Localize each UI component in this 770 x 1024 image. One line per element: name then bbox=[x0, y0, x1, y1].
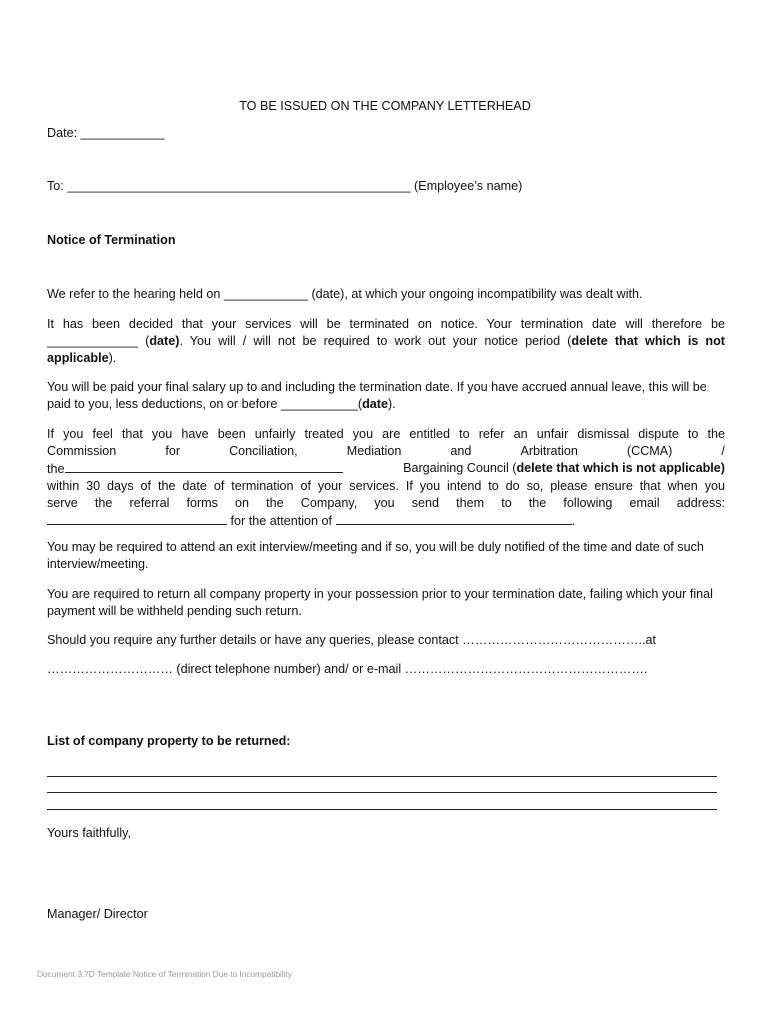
p4-line3-left bbox=[47, 460, 343, 478]
p4-line3 bbox=[47, 460, 725, 478]
bargaining-council-blank bbox=[65, 460, 343, 473]
paragraph-contact: Should you require any further details or have any queries, please contact ……………………………………..at bbox=[47, 633, 656, 647]
p4-bargaining-council: Bargaining Council ( bbox=[403, 461, 517, 475]
paragraph-unfair-dismissal bbox=[47, 426, 725, 530]
p3-text-c: ). bbox=[387, 397, 396, 411]
p4-line2-word: Arbitration bbox=[520, 444, 578, 458]
paragraph-termination-date bbox=[47, 316, 725, 367]
p4-period: . bbox=[571, 514, 576, 528]
p4-delete-bold: delete that which is not applicable) bbox=[516, 461, 725, 475]
p4-the: the bbox=[47, 462, 65, 476]
p4-line6 bbox=[47, 512, 725, 530]
p4-line2-word: and bbox=[450, 444, 472, 458]
letterhead-instruction: TO BE ISSUED ON THE COMPANY LETTERHEAD bbox=[239, 99, 531, 113]
recipient-blank: _________________________________________________ bbox=[67, 179, 411, 193]
notice-title: Notice of Termination bbox=[47, 233, 176, 247]
employee-name-hint: (Employee’s name) bbox=[410, 179, 523, 193]
property-list-title: List of company property to be returned: bbox=[47, 734, 291, 748]
p4-attention: for the attention of bbox=[227, 514, 336, 528]
email-address-blank bbox=[47, 512, 227, 525]
paragraph-exit-interview: You may be required to attend an exit interview/meeting and if so, you will be duly notified of the time and date of such interview/meeting. bbox=[47, 540, 704, 571]
paragraph-hearing: We refer to the hearing held on ____________ (date), at which your ongoing incompatibility was dealt with. bbox=[47, 287, 643, 301]
p4-line2-word: Commission bbox=[47, 444, 117, 458]
paragraph-telephone-email: ………………………… (direct telephone number) and/ or e-mail …………………………………………………. bbox=[47, 662, 648, 676]
recipient-line bbox=[47, 179, 522, 193]
p2-delete-bold: delete that which is not applicable bbox=[47, 334, 725, 365]
closing-salutation: Yours faithfully, bbox=[47, 826, 132, 840]
attention-of-blank bbox=[336, 512, 572, 525]
p4-line2-word: / bbox=[721, 444, 725, 458]
p4-line2-word: Conciliation, bbox=[229, 444, 298, 458]
p2-text-e: ). bbox=[108, 351, 117, 365]
p4-line5: serve the referral forms on the Company, you send them to the following email address: bbox=[47, 496, 725, 510]
paragraph-company-property: You are required to return all company property in your possession prior to your termination date, failing which your final payment will be withheld pending such return. bbox=[47, 587, 713, 618]
date-line: Date: ____________ bbox=[47, 126, 165, 140]
p2-text-a: It has been decided that your services will be terminated on notice. Your termination date will therefore be _____________ ( bbox=[47, 317, 725, 348]
p3-date-bold: date bbox=[362, 397, 388, 411]
p2-date-bold: date) bbox=[149, 334, 180, 348]
p4-line2 bbox=[47, 443, 725, 460]
p2-text-c: . You will / will not be required to work out your notice period ( bbox=[179, 334, 572, 348]
p4-line2-word: for bbox=[165, 444, 181, 458]
property-line-2 bbox=[47, 792, 717, 793]
p4-line2-word: (CCMA) bbox=[626, 444, 673, 458]
to-label: To: bbox=[47, 179, 68, 193]
p4-line2-word: Mediation bbox=[346, 444, 402, 458]
p4-line1: If you feel that you have been unfairly treated you are entitled to refer an unfair dismissal dispute to the bbox=[47, 427, 725, 441]
document-footer: Document 3.7D Template Notice of Termination Due to Incompatibility bbox=[37, 969, 292, 979]
p3-text-a: You will be paid your final salary up to and including the termination date. If you have accrued annual leave, this will be paid to you, less deductions, on or before ___________( bbox=[47, 380, 707, 411]
p4-line3-right bbox=[403, 460, 725, 478]
paragraph-final-salary bbox=[47, 379, 725, 413]
p4-line4: within 30 days of the date of termination of your services. If you intend to do so, please ensure that when you bbox=[47, 479, 725, 493]
signatory-title: Manager/ Director bbox=[47, 907, 148, 921]
property-line-3 bbox=[47, 809, 717, 810]
property-line-1 bbox=[47, 776, 717, 777]
